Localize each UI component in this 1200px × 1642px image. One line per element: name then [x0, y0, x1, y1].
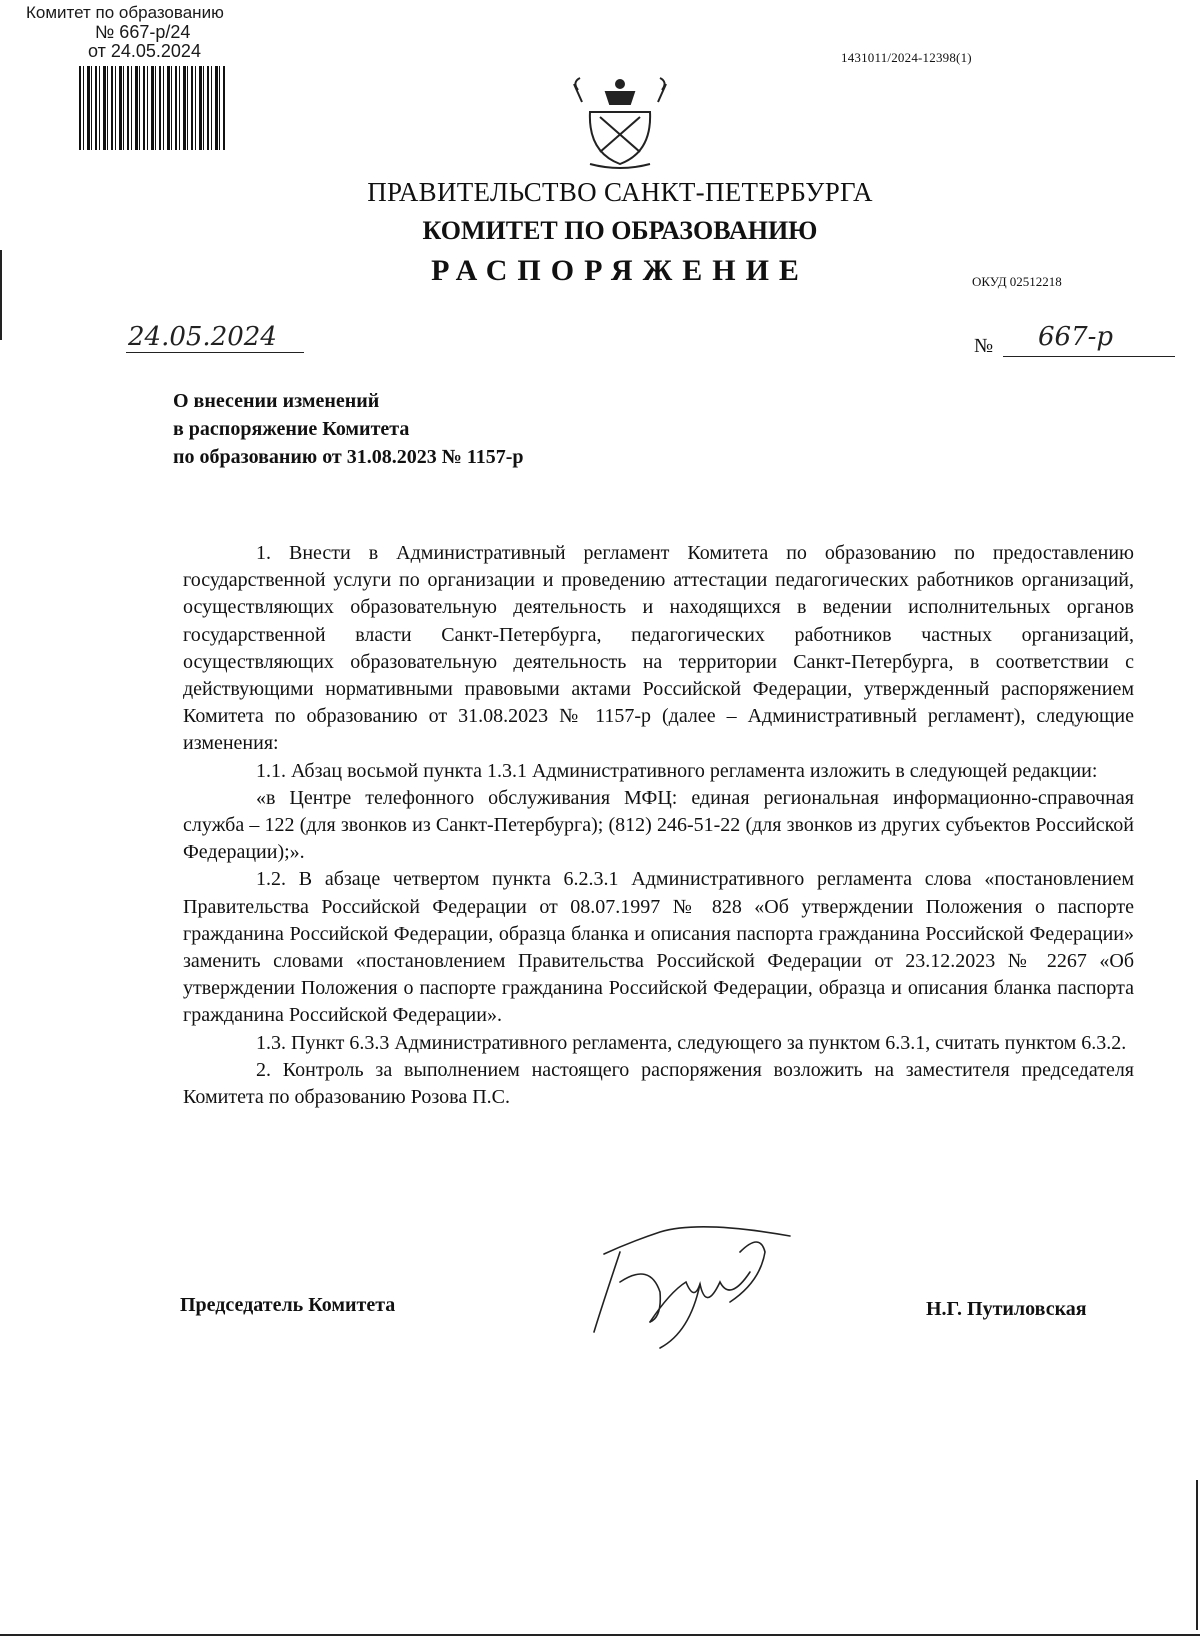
registration-number: 1431011/2024-12398(1) [841, 50, 972, 65]
paragraph-1-1-quote: «в Центре телефонного обслуживания МФЦ: единая региональная информационно-справочная служба – 122 (для звонков из Санкт-Петербурга); (812) 246-51-22 (для звонков из других субъектов Российской Федерации);». [183, 786, 1134, 864]
subject-line: О внесении изменений [173, 390, 380, 412]
stamp-number: № 667-р/24 [95, 22, 191, 42]
number-sign: № [974, 335, 994, 357]
paragraph-1-3: 1.3. Пункт 6.3.3 Административного регламента, следующего за пунктом 6.3.1, считать пунктом 6.3.2. [256, 1031, 1127, 1054]
paragraph-1-2: 1.2. В абзаце четвертом пункта 6.2.3.1 Административного регламента слова «постановлением Правительства Российской Федерации от 08.07.1997 № 828 «Об утверждении Положения о паспорте гражданина Российской Федерации, образца бланка и описания паспорта гражданина Российской Федерации» заменить словами «постановлением Правительства Российской Федерации от 23.12.2023 № 2267 «Об утверждении Положения о паспорте гражданина Российской Федерации, образца и описания бланка паспорта гражданина Российской Федерации». [183, 868, 1134, 1027]
handwritten-number: 667-р [1038, 322, 1114, 352]
scan-edge-left [0, 250, 2, 340]
okud-code: ОКУД 02512218 [972, 274, 1062, 289]
paragraph-2: 2. Контроль за выполнением настоящего распоряжения возложить на заместителя председателя Комитета по образованию Розова П.С. [183, 1058, 1134, 1109]
committee-title: КОМИТЕТ ПО ОБРАЗОВАНИЮ [422, 216, 818, 245]
stamp-committee: Комитет по образованию [26, 3, 224, 22]
coat-of-arms-icon [570, 72, 670, 172]
signature-icon [590, 1222, 830, 1352]
number-underline [1003, 356, 1175, 357]
stamp-date: от 24.05.2024 [88, 41, 201, 61]
date-underline [126, 352, 304, 353]
subject-line: в распоряжение Комитета [173, 418, 410, 440]
document-subject [173, 387, 524, 471]
government-title: ПРАВИТЕЛЬСТВО САНКТ-ПЕТЕРБУРГА [367, 177, 873, 207]
paragraph-1-1: 1.1. Абзац восьмой пункта 1.3.1 Административного регламента изложить в следующей редакции: [256, 759, 1098, 782]
paragraph-1: 1. Внести в Административный регламент Комитета по образованию по предоставлению государственной услуги по организации и проведению аттестации педагогических работников организаций, осуществляющих образовательную деятельность и находящихся в ведении исполнительных органов государственной власти Санкт-Петербурга, педагогических работников частных организаций, осуществляющих образовательную деятельность на территории Санкт-Петербурга, в соответствии с действующими нормативными правовыми актами Российской Федерации, утвержденный распоряжением Комитета по образованию от 31.08.2023 № 1157-р (далее – Административный регламент), следующие изменения: [183, 542, 1134, 755]
scan-edge-right [1196, 1480, 1198, 1630]
document-type: РАСПОРЯЖЕНИЕ [431, 254, 809, 287]
handwritten-date: 24.05.2024 [128, 322, 277, 352]
scan-edge-bottom [0, 1634, 1200, 1636]
document-body [183, 540, 1134, 1111]
signatory-name: Н.Г. Путиловская [926, 1298, 1087, 1320]
signatory-title: Председатель Комитета [180, 1294, 396, 1316]
subject-line: по образованию от 31.08.2023 № 1157-р [173, 446, 524, 468]
barcode [79, 66, 225, 150]
